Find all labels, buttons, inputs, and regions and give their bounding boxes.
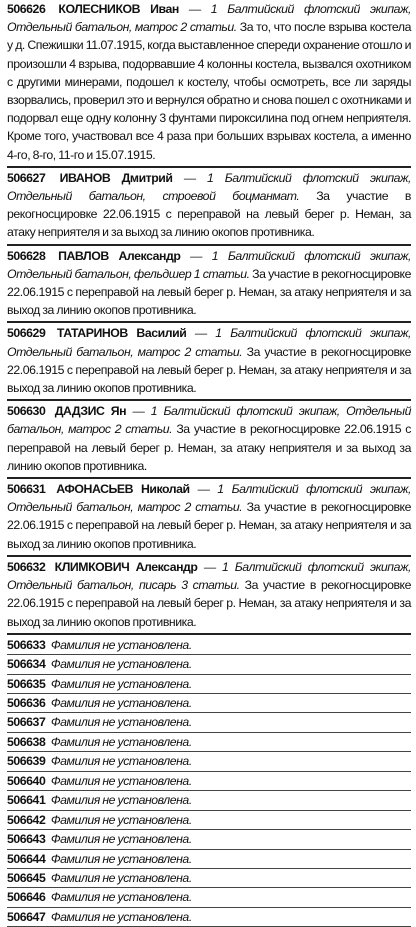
entry-number: 506637 — [7, 715, 46, 730]
unidentified-entry — [7, 655, 411, 674]
recipient-name: ТАТАРИНОВ Василий — [56, 326, 187, 341]
award-reason: За то, что после взрыва костела у д. Спежишки 11.07.1915, когда выставленное спереди охранение отошло и произошли 4 взрыва, подорвавшие 4 колонны костела, вызвался охотником с другими минерами, подошел к костелу, чтобы осмотреть, все ли заряды взорвались, проверил это и вернулся обратно и снова пошел с охотниками и подорвал еще одну колонну 3 фунтами пироксилина под огнем неприятеля. Кроме того, участвовал все 4 раза при больших взрывах костела, а именно 4-го, 8-го, 11-го и 15.07.1915. — [7, 20, 412, 162]
award-entry — [7, 0, 411, 168]
recipient-name: ДАДЗИС Ян — [54, 404, 127, 419]
recipient-unit: — 1 Балтийский флотский экипаж, Отдельный батальон, строевой боцманмат. — [7, 170, 412, 204]
entry-number: 506632 — [7, 559, 46, 574]
recipient-name: АФОНАСЬЕВ Николай — [56, 482, 190, 497]
entry-status: Фамилия не установлена. — [50, 832, 192, 847]
entry-status: Фамилия не установлена. — [50, 909, 192, 924]
entry-number: 506642 — [7, 812, 46, 827]
recipient-unit: — 1 Балтийский флотский экипаж, Отдельный батальон, писарь 3 статьи. — [7, 559, 411, 593]
entry-number: 506644 — [7, 851, 46, 866]
unidentified-entry — [7, 675, 411, 694]
recipient-name: КОЛЕСНИКОВ Иван — [58, 2, 179, 16]
entry-status: Фамилия не установлена. — [50, 696, 192, 711]
entry-number: 506629 — [7, 326, 46, 341]
unidentified-entry — [7, 772, 411, 791]
unidentified-entry — [7, 811, 411, 830]
unidentified-entry — [7, 752, 411, 771]
entry-number: 506628 — [7, 248, 46, 263]
entry-number: 506633 — [7, 637, 46, 652]
award-reason: За участие в рекогносцировке 22.06.1915 с переправой на левый берег р. Неман, за атаку неприятеля и за выход за линию окопов противника. — [7, 189, 411, 240]
entry-status: Фамилия не установлена. — [50, 793, 192, 808]
unidentified-entry — [7, 850, 411, 869]
unidentified-entry — [7, 733, 411, 752]
entry-status: Фамилия не установлена. — [50, 734, 192, 749]
entry-number: 506626 — [7, 2, 46, 16]
entry-number: 506627 — [7, 170, 46, 185]
recipient-name: КЛИМКОВИЧ Александр — [54, 559, 198, 574]
entry-status: Фамилия не установлена. — [50, 890, 192, 905]
recipient-unit: — 1 Балтийский флотский экипаж, Отдельный батальон, матрос 2 статьи. — [7, 2, 411, 35]
unidentified-entry — [7, 791, 411, 810]
unidentified-entry — [7, 888, 411, 907]
recipient-name: ПАВЛОВ Александр — [58, 248, 181, 263]
entry-status: Фамилия не установлена. — [50, 773, 192, 788]
entry-status: Фамилия не установлена. — [50, 812, 192, 827]
award-reason: За участие в рекогносцировке 22.06.1915 с переправой на левый берег р. Неман, за атаку неприятеля и за выход за линию окопов противника. — [7, 344, 412, 396]
award-entry — [7, 402, 411, 479]
entry-number: 506640 — [7, 773, 46, 788]
award-reason: За участие в рекогносцировке 22.06.1915 с переправой на левый берег р. Неман, за атаку неприятеля и за выход за линию окопов противника. — [7, 422, 411, 473]
award-reason: За участие в рекогносцировке 22.06.1915 с переправой на левый берег р. Неман, за атаку неприятеля и за выход за линию окопов противника. — [7, 578, 412, 629]
entry-number: 506639 — [7, 754, 46, 769]
award-entry — [7, 247, 411, 324]
entry-number: 506638 — [7, 734, 46, 749]
award-entry — [7, 558, 411, 635]
recipient-unit: — 1 Балтийский флотский экипаж, Отдельный батальон, матрос 2 статьи. — [7, 482, 411, 515]
entry-status: Фамилия не установлена. — [50, 715, 192, 730]
entry-number: 506643 — [7, 832, 46, 847]
entry-number: 506647 — [7, 909, 46, 924]
award-reason: За участие в рекогносцировке 22.06.1915 с переправой на левый берег р. Неман, за атаку неприятеля и за выход за линию окопов противника. — [7, 500, 412, 551]
entry-number: 506645 — [7, 870, 46, 885]
entry-number: 506630 — [7, 404, 46, 419]
recipient-unit: — 1 Балтийский флотский экипаж, Отдельный батальон, фельдшер 1 статьи. — [7, 248, 411, 281]
unidentified-entry — [7, 694, 411, 713]
entry-status: Фамилия не установлена. — [50, 851, 192, 866]
recipient-unit: — 1 Балтийский флотский экипаж, Отдельный батальон, матрос 2 статьи. — [7, 404, 412, 437]
award-entry — [7, 169, 411, 246]
award-entry — [7, 324, 411, 401]
entry-status: Фамилия не установлена. — [50, 870, 192, 885]
award-entry — [7, 480, 411, 557]
entry-status: Фамилия не установлена. — [50, 754, 192, 769]
entry-number: 506634 — [7, 657, 46, 672]
award-reason: За участие в рекогносцировке 22.06.1915 с переправой на левый берег р. Неман, за атаку неприятеля и за выход за линию окопов противника. — [7, 266, 411, 318]
unidentified-entry — [7, 636, 411, 655]
unidentified-entry — [7, 713, 411, 732]
entry-number: 506631 — [7, 482, 46, 497]
entry-number: 506636 — [7, 696, 46, 711]
entry-status: Фамилия не установлена. — [50, 637, 192, 652]
unidentified-entry — [7, 830, 411, 849]
recipient-unit: — 1 Балтийский флотский экипаж, Отдельный батальон, матрос 2 статьи. — [7, 326, 411, 359]
entry-number: 506635 — [7, 676, 46, 691]
unidentified-entry — [7, 908, 411, 927]
recipient-name: ИВАНОВ Дмитрий — [59, 170, 173, 185]
entry-number: 506641 — [7, 793, 46, 808]
entry-number: 506646 — [7, 890, 46, 905]
entry-status: Фамилия не установлена. — [50, 676, 192, 691]
unidentified-entry — [7, 869, 411, 888]
entry-status: Фамилия не установлена. — [50, 657, 192, 672]
